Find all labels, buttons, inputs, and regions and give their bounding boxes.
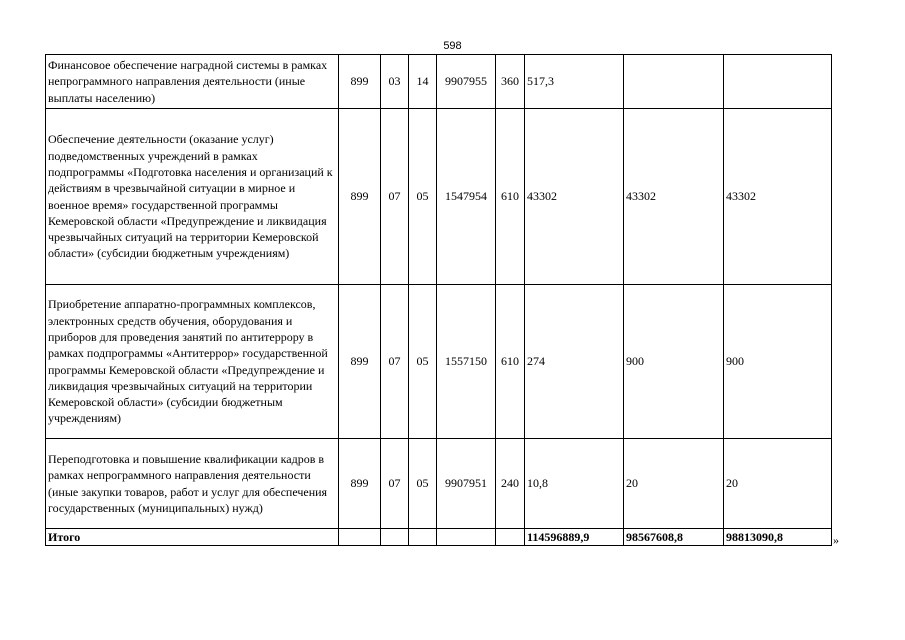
- grbs-code: 899: [339, 109, 381, 285]
- row-name: Финансовое обеспечение наградной системы в рамках непрограммного направления деятельности (иные выплаты населению): [46, 55, 339, 109]
- row-name: Обеспечение деятельности (оказание услуг) подведомственных учреждений в рамках подпрограммы «Подготовка населения и организаций к действиям в чрезвычайной ситуации в мирное и военное время» государственной программы Кемеровской области «Предупреждение и ликвидация чрезвычайных ситуаций на территории Кемеровской области» (субсидии бюджетным учреждениям): [46, 109, 339, 285]
- total-sum-year-1: 114596889,9: [525, 529, 624, 546]
- subsection-code: 05: [409, 285, 437, 439]
- expense-type-code: 610: [496, 285, 525, 439]
- expense-type-code: 610: [496, 109, 525, 285]
- empty-cell: [496, 529, 525, 546]
- budget-table: [45, 54, 832, 546]
- sum-year-3: 900: [724, 285, 832, 439]
- row-name: Приобретение аппаратно-программных комплексов, электронных средств обучения, оборудования и приборов для проведения занятий по антитеррору в рамках подпрограммы «Антитеррор» государственной программы Кемеровской области «Предупреждение и ликвидация чрезвычайных ситуаций на территории Кемеровской области» (субсидии бюджетным учреждениям): [46, 285, 339, 439]
- section-code: 07: [381, 285, 409, 439]
- page-number: 598: [443, 40, 462, 52]
- sum-year-2: 900: [624, 285, 724, 439]
- grbs-code: 899: [339, 439, 381, 529]
- grbs-code: 899: [339, 55, 381, 109]
- sum-year-2: 20: [624, 439, 724, 529]
- sum-year-2: [624, 55, 724, 109]
- target-article-code: 1547954: [437, 109, 496, 285]
- table-row: [46, 109, 832, 285]
- subsection-code: 05: [409, 109, 437, 285]
- total-label: Итого: [46, 529, 339, 546]
- subsection-code: 14: [409, 55, 437, 109]
- sum-year-1: 274: [525, 285, 624, 439]
- grbs-code: 899: [339, 285, 381, 439]
- sum-year-3: [724, 55, 832, 109]
- sum-year-1: 517,3: [525, 55, 624, 109]
- total-sum-year-3: 98813090,8: [724, 529, 832, 546]
- closing-quote-mark: »: [833, 533, 839, 547]
- table-row: [46, 439, 832, 529]
- empty-cell: [409, 529, 437, 546]
- expense-type-code: 360: [496, 55, 525, 109]
- section-code: 07: [381, 109, 409, 285]
- empty-cell: [339, 529, 381, 546]
- sum-year-3: 20: [724, 439, 832, 529]
- expense-type-code: 240: [496, 439, 525, 529]
- table-row: [46, 55, 832, 109]
- sum-year-1: 43302: [525, 109, 624, 285]
- section-code: 03: [381, 55, 409, 109]
- subsection-code: 05: [409, 439, 437, 529]
- target-article-code: 9907955: [437, 55, 496, 109]
- total-sum-year-2: 98567608,8: [624, 529, 724, 546]
- table-row: [46, 285, 832, 439]
- sum-year-3: 43302: [724, 109, 832, 285]
- sum-year-1: 10,8: [525, 439, 624, 529]
- section-code: 07: [381, 439, 409, 529]
- target-article-code: 1557150: [437, 285, 496, 439]
- total-row: [46, 529, 832, 546]
- sum-year-2: 43302: [624, 109, 724, 285]
- empty-cell: [437, 529, 496, 546]
- row-name: Переподготовка и повышение квалификации кадров в рамках непрограммного направления деятельности (иные закупки товаров, работ и услуг для обеспечения государственных (муниципальных) нужд): [46, 439, 339, 529]
- target-article-code: 9907951: [437, 439, 496, 529]
- empty-cell: [381, 529, 409, 546]
